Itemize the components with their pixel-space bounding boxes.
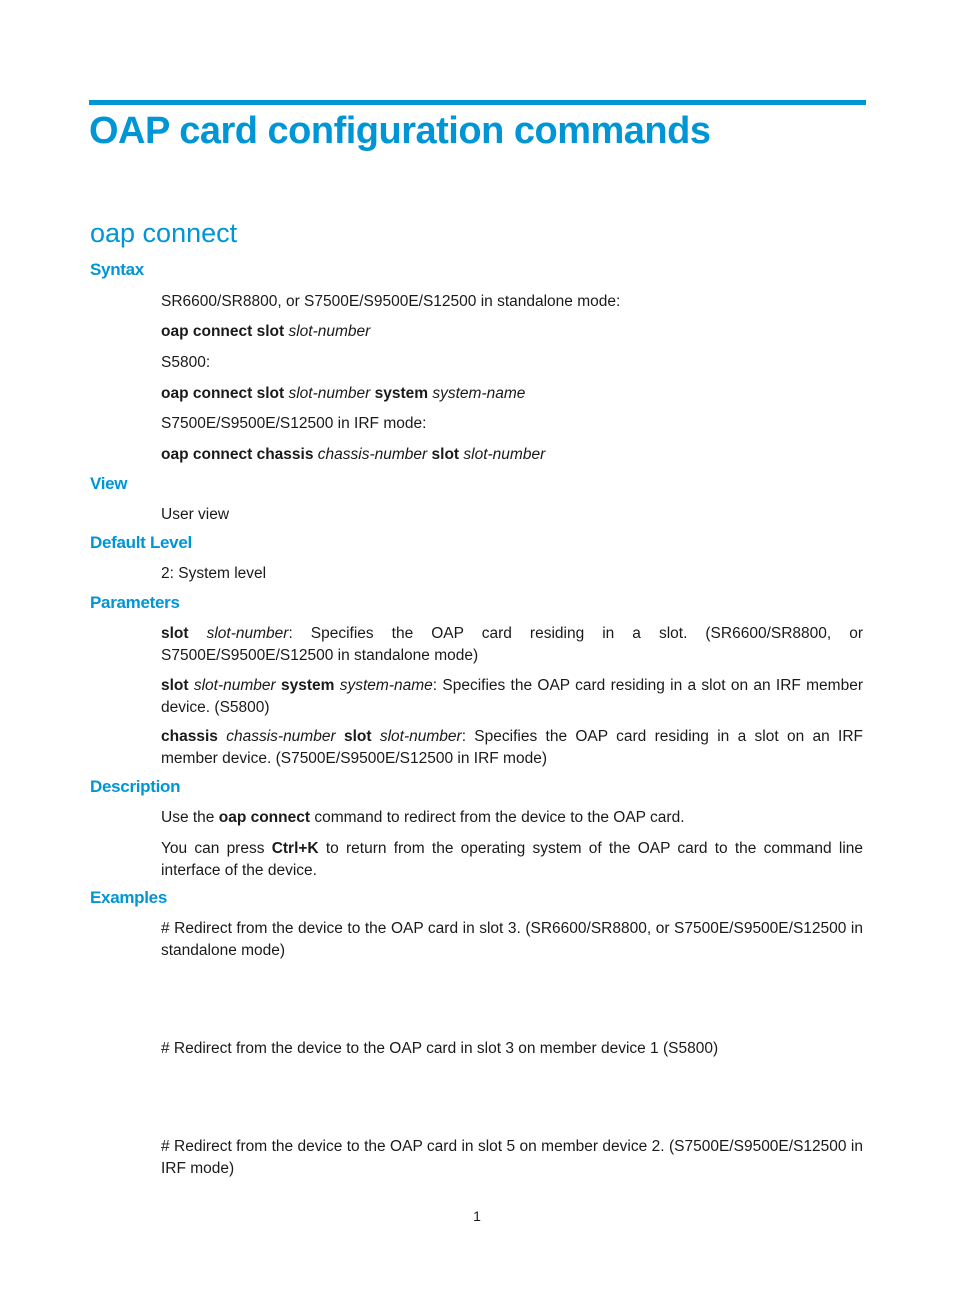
parameter-slot-system bbox=[161, 675, 863, 718]
syntax-argument: system-name bbox=[432, 385, 526, 402]
section-view-heading: View bbox=[90, 474, 128, 493]
section-default-level-heading: Default Level bbox=[90, 533, 192, 552]
view-text: User view bbox=[161, 506, 230, 523]
syntax-label-irf: S7500E/S9500E/S12500 in IRF mode: bbox=[161, 415, 427, 432]
default-level-text: 2: System level bbox=[161, 565, 267, 582]
parameter-keyword: chassis bbox=[161, 728, 218, 745]
parameter-keyword: slot bbox=[161, 625, 189, 642]
page-number: 1 bbox=[473, 1208, 481, 1224]
syntax-label-standalone: SR6600/SR8800, or S7500E/S9500E/S12500 in standalone mode: bbox=[161, 293, 621, 310]
description-text: to return from the operating system of the OAP card to the command line interface of the device. bbox=[161, 840, 863, 879]
description-text: You can press bbox=[161, 840, 265, 857]
section-examples-heading: Examples bbox=[90, 888, 167, 907]
syntax-label-s5800: S5800: bbox=[161, 354, 211, 371]
key-combination: Ctrl+K bbox=[271, 840, 319, 857]
syntax-argument: slot-number bbox=[463, 446, 546, 463]
parameter-slot bbox=[161, 623, 863, 666]
section-syntax-heading: Syntax bbox=[90, 260, 144, 279]
parameter-keyword: slot bbox=[161, 677, 189, 694]
parameter-argument: slot-number bbox=[193, 677, 276, 694]
parameter-argument: slot-number bbox=[379, 728, 462, 745]
section-description-heading: Description bbox=[90, 777, 181, 796]
command-title: oap connect bbox=[90, 218, 238, 248]
command-keyword: oap connect bbox=[218, 809, 311, 826]
syntax-keyword: system bbox=[374, 385, 429, 402]
syntax-keyword: oap connect chassis bbox=[161, 446, 314, 463]
syntax-command-standalone bbox=[161, 321, 863, 343]
description-paragraph-2 bbox=[161, 838, 863, 881]
description-text: command to redirect from the device to the OAP card. bbox=[314, 809, 685, 826]
example-comment-3: # Redirect from the device to the OAP card in slot 5 on member device 2. (S7500E/S9500E/S12500 in IRF mode) bbox=[161, 1138, 863, 1177]
syntax-keyword: oap connect slot bbox=[161, 385, 285, 402]
section-parameters-heading: Parameters bbox=[90, 593, 180, 612]
parameter-argument: slot-number bbox=[206, 625, 289, 642]
parameter-keyword: system bbox=[281, 677, 335, 694]
syntax-argument: chassis-number bbox=[317, 446, 428, 463]
parameter-description: : Specifies the OAP card residing in a slot. (SR6600/SR8800, or S7500E/S9500E/S12500 in standalone mode) bbox=[161, 625, 864, 664]
syntax-command-irf bbox=[161, 444, 863, 466]
parameter-chassis-slot bbox=[161, 726, 863, 769]
description-paragraph-1 bbox=[161, 807, 863, 829]
parameter-keyword: slot bbox=[343, 728, 372, 745]
example-comment-2: # Redirect from the device to the OAP card in slot 3 on member device 1 (S5800) bbox=[161, 1040, 719, 1057]
syntax-command-s5800 bbox=[161, 383, 863, 405]
example-comment-1: # Redirect from the device to the OAP card in slot 3. (SR6600/SR8800, or S7500E/S9500E/S12500 in standalone mode) bbox=[161, 920, 863, 959]
parameter-argument: system-name bbox=[339, 677, 433, 694]
syntax-argument: slot-number bbox=[288, 323, 371, 340]
chapter-rule bbox=[89, 100, 866, 105]
description-text: Use the bbox=[161, 809, 215, 826]
parameter-description: : Specifies the OAP card residing in a slot on an IRF member device. (S5800) bbox=[161, 677, 863, 716]
chapter-title: OAP card configuration commands bbox=[89, 110, 711, 152]
parameter-argument: chassis-number bbox=[226, 728, 336, 745]
syntax-keyword: slot bbox=[431, 446, 460, 463]
syntax-keyword: oap connect slot bbox=[161, 323, 285, 340]
parameter-description: : Specifies the OAP card residing in a slot on an IRF member device. (S7500E/S9500E/S12500 in IRF mode) bbox=[161, 728, 864, 767]
syntax-argument: slot-number bbox=[288, 385, 371, 402]
